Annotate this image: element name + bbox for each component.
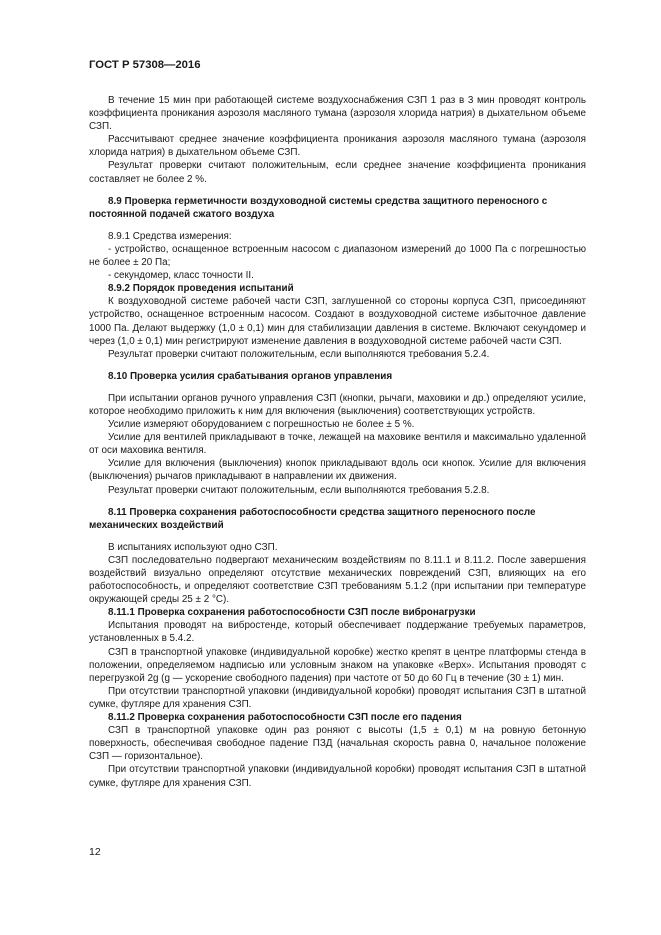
subsection-label: 8.9.1 Средства измерения: xyxy=(108,230,232,242)
paragraph: Результат проверки считают положительным, если выполняются требования 5.2.4. xyxy=(108,348,490,360)
page-body xyxy=(89,94,586,790)
paragraph: Усилие для включения (выключения) кнопок прикладывают вдоль оси кнопок. Усилие для включения (выключения) рычагов прикладывают в направлении их движения. xyxy=(89,458,586,483)
paragraph: Испытания проводят на вибростенде, который обеспечивает поддержание требуемых параметров, установленных в 5.4.2. xyxy=(89,620,586,645)
paragraph: При отсутствии транспортной упаковки (индивидуальной коробки) проводят испытания СЗП в штатной сумке, футляре для хранения СЗП. xyxy=(89,685,586,710)
paragraph: Усилие измеряют оборудованием с погрешностью не более ± 5 %. xyxy=(108,419,415,431)
list-item: - устройство, оснащенное встроенным насосом с диапазоном измерений до 1000 Па с погрешностью не более ± 20 Па; xyxy=(89,243,586,269)
document-header: ГОСТ Р 57308—2016 xyxy=(89,59,201,71)
paragraph: Результат проверки считают положительным, если среднее значение коэффициента проникания составляет не более 2 %. xyxy=(89,160,586,185)
paragraph: СЗП в транспортной упаковке один раз роняют с высоты (1,5 ± 0,1) м на ровную бетонную поверхность, обеспечивая свободное падение ПЗД (начальная скорость равна 0, начальное положение СЗП — горизонтальное). xyxy=(89,725,586,763)
section-heading-8-9: 8.9 Проверка герметичности воздуховодной системы средства защитного переносного с постоянной подачей сжатого воздуха xyxy=(89,195,548,220)
subsection-heading-8-11-2: 8.11.2 Проверка сохранения работоспособности СЗП после его падения xyxy=(108,712,462,724)
paragraph: При испытании органов ручного управления СЗП (кнопки, рычаги, маховики и др.) определяют усилие, которое необходимо приложить к ним для включения (выключения) соответствующих устройств. xyxy=(89,392,586,417)
paragraph: СЗП в транспортной упаковке (индивидуальной коробке) жестко крепят в центре платформы стенда в положении, определяемом надписью или условным знаком на упаковке «Верх». Испытания проводят с перегрузкой 2g (g — ускорение свободного падения) при частоте от 50 до 60 Гц в течение (30 ± 1) мин. xyxy=(89,646,586,684)
list-item: - секундомер, класс точности II. xyxy=(108,270,254,282)
page-number: 12 xyxy=(89,846,101,858)
subsection-heading-8-11-1: 8.11.1 Проверка сохранения работоспособности СЗП после вибронагрузки xyxy=(108,607,476,619)
paragraph: К воздуховодной системе рабочей части СЗП, заглушенной со стороны корпуса СЗП, присоединяют устройство, оснащенное встроенным насосом. Создают в воздуховодной системе избыточное давление 1000 Па. Делают выдержку (1,0 ± 0,1) мин для стабилизации давления в системе. Включают секундомер и через (1,0 ± 0,1) мин регистрируют изменение давления в воздуховодной системе рабочей части СЗП. xyxy=(89,296,586,347)
paragraph: В течение 15 мин при работающей системе воздухоснабжения СЗП 1 раз в 3 мин проводят контроль коэффициента проникания аэрозоля масляного тумана (аэрозоля хлорида натрия) в дыхательном объеме СЗП. xyxy=(89,95,586,133)
section-heading-8-10: 8.10 Проверка усилия срабатывания органов управления xyxy=(108,370,393,382)
paragraph: СЗП последовательно подвергают механическим воздействиям по 8.11.1 и 8.11.2. После завершения воздействий визуально определяют отсутствие механических повреждений СЗП, влияющих на его работоспособность, и определяют соответствие СЗП требованиям 5.1.2 (при испытании при температуре окружающей среды 25 ± 2 °С). xyxy=(89,554,586,606)
subsection-heading-8-9-2: 8.9.2 Порядок проведения испытаний xyxy=(108,283,294,295)
section-heading-8-11: 8.11 Проверка сохранения работоспособности средства защитного переносного после механических воздействий xyxy=(89,506,536,531)
paragraph: Результат проверки считают положительным, если выполняются требования 5.2.8. xyxy=(108,484,490,496)
paragraph: При отсутствии транспортной упаковки (индивидуальной коробки) проводят испытания СЗП в штатной сумке, футляре для хранения СЗП. xyxy=(89,764,586,789)
paragraph: Рассчитывают среднее значение коэффициента проникания аэрозоля масляного тумана (аэрозоля хлорида натрия) в дыхательном объеме СЗП. xyxy=(89,134,586,159)
paragraph: В испытаниях используют одно СЗП. xyxy=(108,541,278,553)
paragraph: Усилие для вентилей прикладывают в точке, лежащей на маховике вентиля и максимально удаленной от оси маховика вентиля. xyxy=(89,432,586,457)
